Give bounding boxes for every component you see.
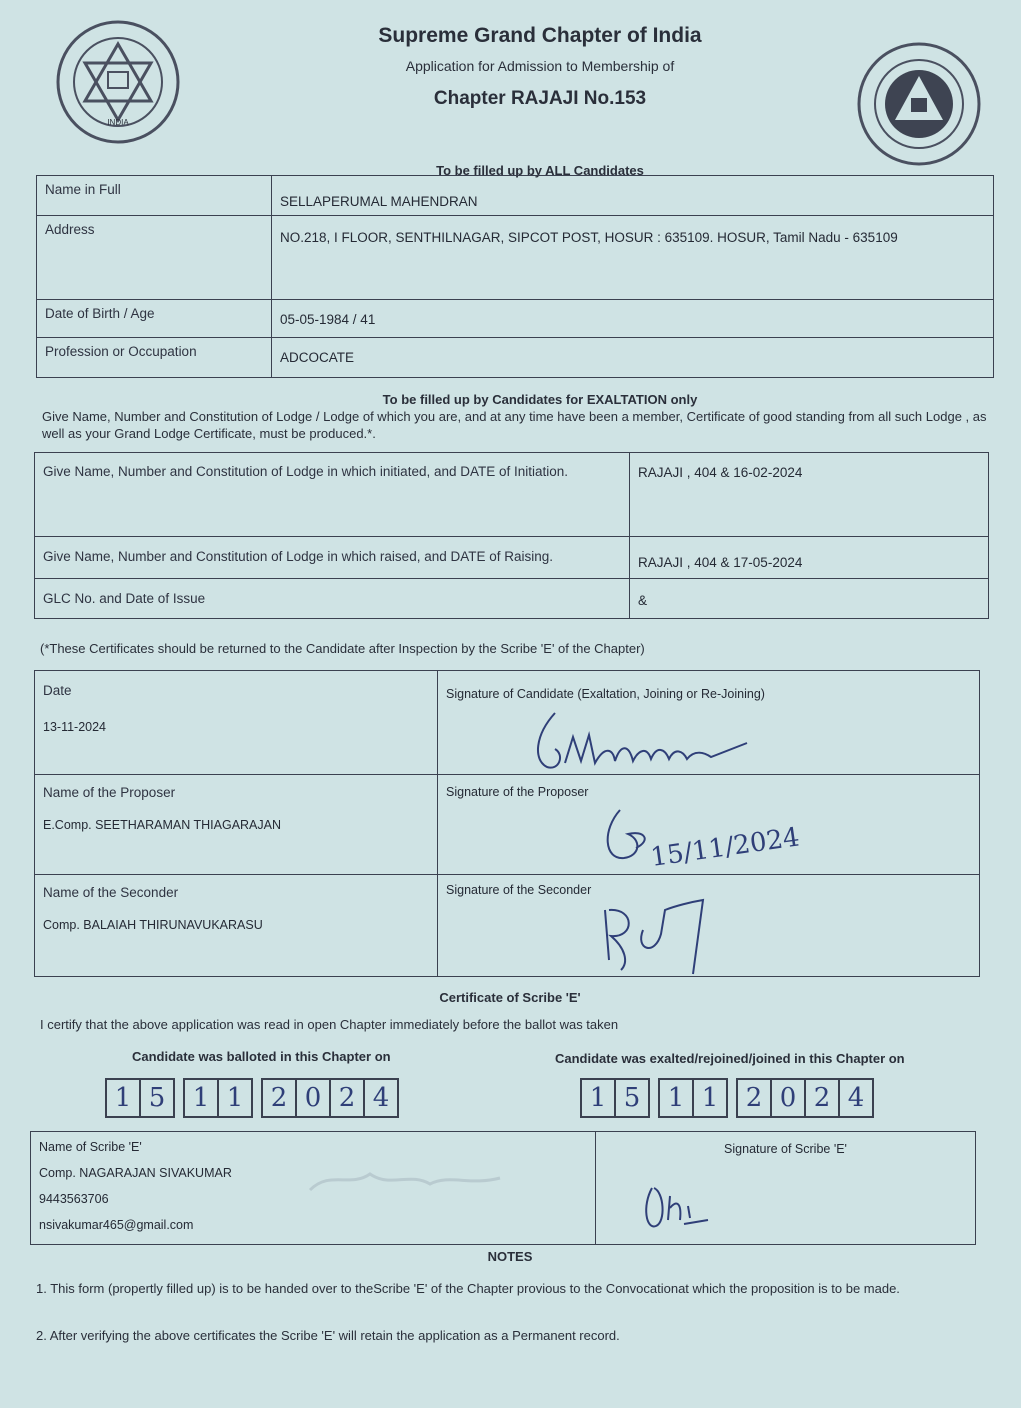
exalted-date-boxes bbox=[580, 1078, 874, 1118]
glc-value: & bbox=[630, 579, 989, 619]
digit-box: 2 bbox=[806, 1080, 840, 1116]
page-title: Supreme Grand Chapter of India bbox=[378, 24, 702, 47]
exalted-year bbox=[736, 1078, 874, 1118]
digit-box: 0 bbox=[297, 1080, 331, 1116]
scribe-statement: I certify that the above application was read in open Chapter immediately before the ballot was taken bbox=[40, 1017, 619, 1032]
table-row bbox=[37, 216, 994, 300]
table-row bbox=[37, 300, 994, 338]
candidate-signature-label: Signature of Candidate (Exaltation, Joining or Re-Joining) bbox=[446, 687, 765, 701]
notes-heading: NOTES bbox=[487, 1249, 533, 1264]
proposer-signature bbox=[600, 800, 820, 880]
seconder-name: Comp. BALAIAH THIRUNAVUKARASU bbox=[43, 918, 263, 932]
profession-value: ADCOCATE bbox=[272, 338, 994, 378]
balloted-day bbox=[105, 1078, 175, 1118]
digit-box: 1 bbox=[582, 1080, 616, 1116]
digit-box: 5 bbox=[148, 1083, 166, 1113]
candidate-signature bbox=[525, 705, 755, 775]
exalted-month bbox=[658, 1078, 728, 1118]
digit-box: 0 bbox=[772, 1080, 806, 1116]
raising-label: Give Name, Number and Constitution of Lodge in which raised, and DATE of Raising. bbox=[35, 537, 630, 579]
digit-box: 1 bbox=[185, 1080, 219, 1116]
address-label: Address bbox=[37, 216, 272, 300]
name-label: Name in Full bbox=[37, 176, 272, 216]
digit-box: 1 bbox=[701, 1083, 719, 1113]
scribe-name-label: Name of Scribe 'E' bbox=[39, 1140, 142, 1154]
scribe-signature-label: Signature of Scribe 'E' bbox=[724, 1142, 847, 1156]
exalted-label: Candidate was exalted/rejoined/joined in this Chapter on bbox=[555, 1051, 905, 1066]
date-cell bbox=[35, 671, 438, 775]
table-row bbox=[35, 579, 989, 619]
proposer-name: E.Comp. SEETHARAMAN THIAGARAJAN bbox=[43, 818, 282, 832]
page-subtitle: Application for Admission to Membership of bbox=[405, 58, 675, 74]
section-all-heading: To be filled up by ALL Candidates bbox=[436, 163, 644, 178]
dob-label: Date of Birth / Age bbox=[37, 300, 272, 338]
address-value: NO.218, I FLOOR, SENTHILNAGAR, SIPCOT POST, HOSUR : 635109. HOSUR, Tamil Nadu - 635109 bbox=[272, 216, 994, 300]
table-row bbox=[35, 775, 980, 875]
candidate-details-table bbox=[36, 175, 994, 378]
initiation-label: Give Name, Number and Constitution of Lodge in which initiated, and DATE of Initiation. bbox=[35, 453, 630, 537]
seal-triangle-icon bbox=[855, 40, 983, 168]
scribe-certificate-heading: Certificate of Scribe 'E' bbox=[439, 990, 581, 1005]
certificate-footnote: (*These Certificates should be returned to the Candidate after Inspection by the Scribe 'E' of the Chapter) bbox=[40, 641, 645, 656]
digit-box: 2 bbox=[263, 1080, 297, 1116]
profession-label: Profession or Occupation bbox=[37, 338, 272, 378]
note-item-1: 1. This form (propertly filled up) is to be handed over to theScribe 'E' of the Chapter provious to the Convocationat which the proposition is to be made. bbox=[36, 1281, 900, 1296]
seconder-signature-label: Signature of the Seconder bbox=[446, 883, 592, 897]
seconder-signature bbox=[595, 890, 725, 980]
left-seal-bottom-text: INDIA bbox=[107, 118, 129, 127]
digit-box: 5 bbox=[623, 1083, 641, 1113]
seconder-cell bbox=[35, 875, 438, 977]
exaltation-table bbox=[34, 452, 989, 619]
proposer-cell bbox=[35, 775, 438, 875]
table-row bbox=[37, 176, 994, 216]
digit-box: 1 bbox=[226, 1083, 244, 1113]
scribe-email: nsivakumar465@gmail.com bbox=[39, 1218, 194, 1232]
digit-box: 4 bbox=[847, 1083, 865, 1113]
faded-stamp-mark bbox=[300, 1160, 520, 1200]
digit-box: 1 bbox=[107, 1080, 141, 1116]
scribe-name: Comp. NAGARAJAN SIVAKUMAR bbox=[39, 1166, 232, 1180]
proposer-label: Name of the Proposer bbox=[43, 785, 176, 800]
scribe-signature bbox=[640, 1176, 720, 1236]
digit-box: 2 bbox=[738, 1080, 772, 1116]
table-row bbox=[37, 338, 994, 378]
chapter-name: Chapter RAJAJI No.153 bbox=[433, 88, 647, 109]
note-item-2: 2. After verifying the above certificates the Scribe 'E' will retain the application as a Permanent record. bbox=[36, 1328, 620, 1343]
balloted-year bbox=[261, 1078, 399, 1118]
proposer-signature-label: Signature of the Proposer bbox=[446, 785, 589, 799]
exaltation-intro: Give Name, Number and Constitution of Lodge / Lodge of which you are, and at any time have been a member, Certificate of good standing from all such Lodge , as well as your Grand Lodge Certificate, must be produced.*. bbox=[42, 409, 987, 441]
balloted-month bbox=[183, 1078, 253, 1118]
signatures-table bbox=[34, 670, 980, 977]
date-value: 13-11-2024 bbox=[43, 720, 107, 734]
digit-box: 2 bbox=[331, 1080, 365, 1116]
table-row bbox=[35, 875, 980, 977]
raising-value: RAJAJI , 404 & 17-05-2024 bbox=[630, 537, 989, 579]
dob-value: 05-05-1984 / 41 bbox=[272, 300, 994, 338]
digit-box: 1 bbox=[660, 1080, 694, 1116]
balloted-label: Candidate was balloted in this Chapter on bbox=[132, 1049, 391, 1064]
table-row bbox=[35, 671, 980, 775]
initiation-value: RAJAJI , 404 & 16-02-2024 bbox=[630, 453, 989, 537]
glc-label: GLC No. and Date of Issue bbox=[35, 579, 630, 619]
section-exaltation-heading: To be filled up by Candidates for EXALTATION only bbox=[382, 392, 698, 407]
exalted-day bbox=[580, 1078, 650, 1118]
seconder-label: Name of the Seconder bbox=[43, 885, 179, 900]
scribe-phone: 9443563706 bbox=[39, 1192, 109, 1206]
name-value: SELLAPERUMAL MAHENDRAN bbox=[272, 176, 994, 216]
table-row bbox=[35, 453, 989, 537]
date-label: Date bbox=[43, 683, 72, 698]
table-row bbox=[35, 537, 989, 579]
proposer-signature-date: 15/11/2024 bbox=[648, 822, 802, 873]
balloted-date-boxes bbox=[105, 1078, 399, 1118]
digit-box: 4 bbox=[372, 1083, 390, 1113]
